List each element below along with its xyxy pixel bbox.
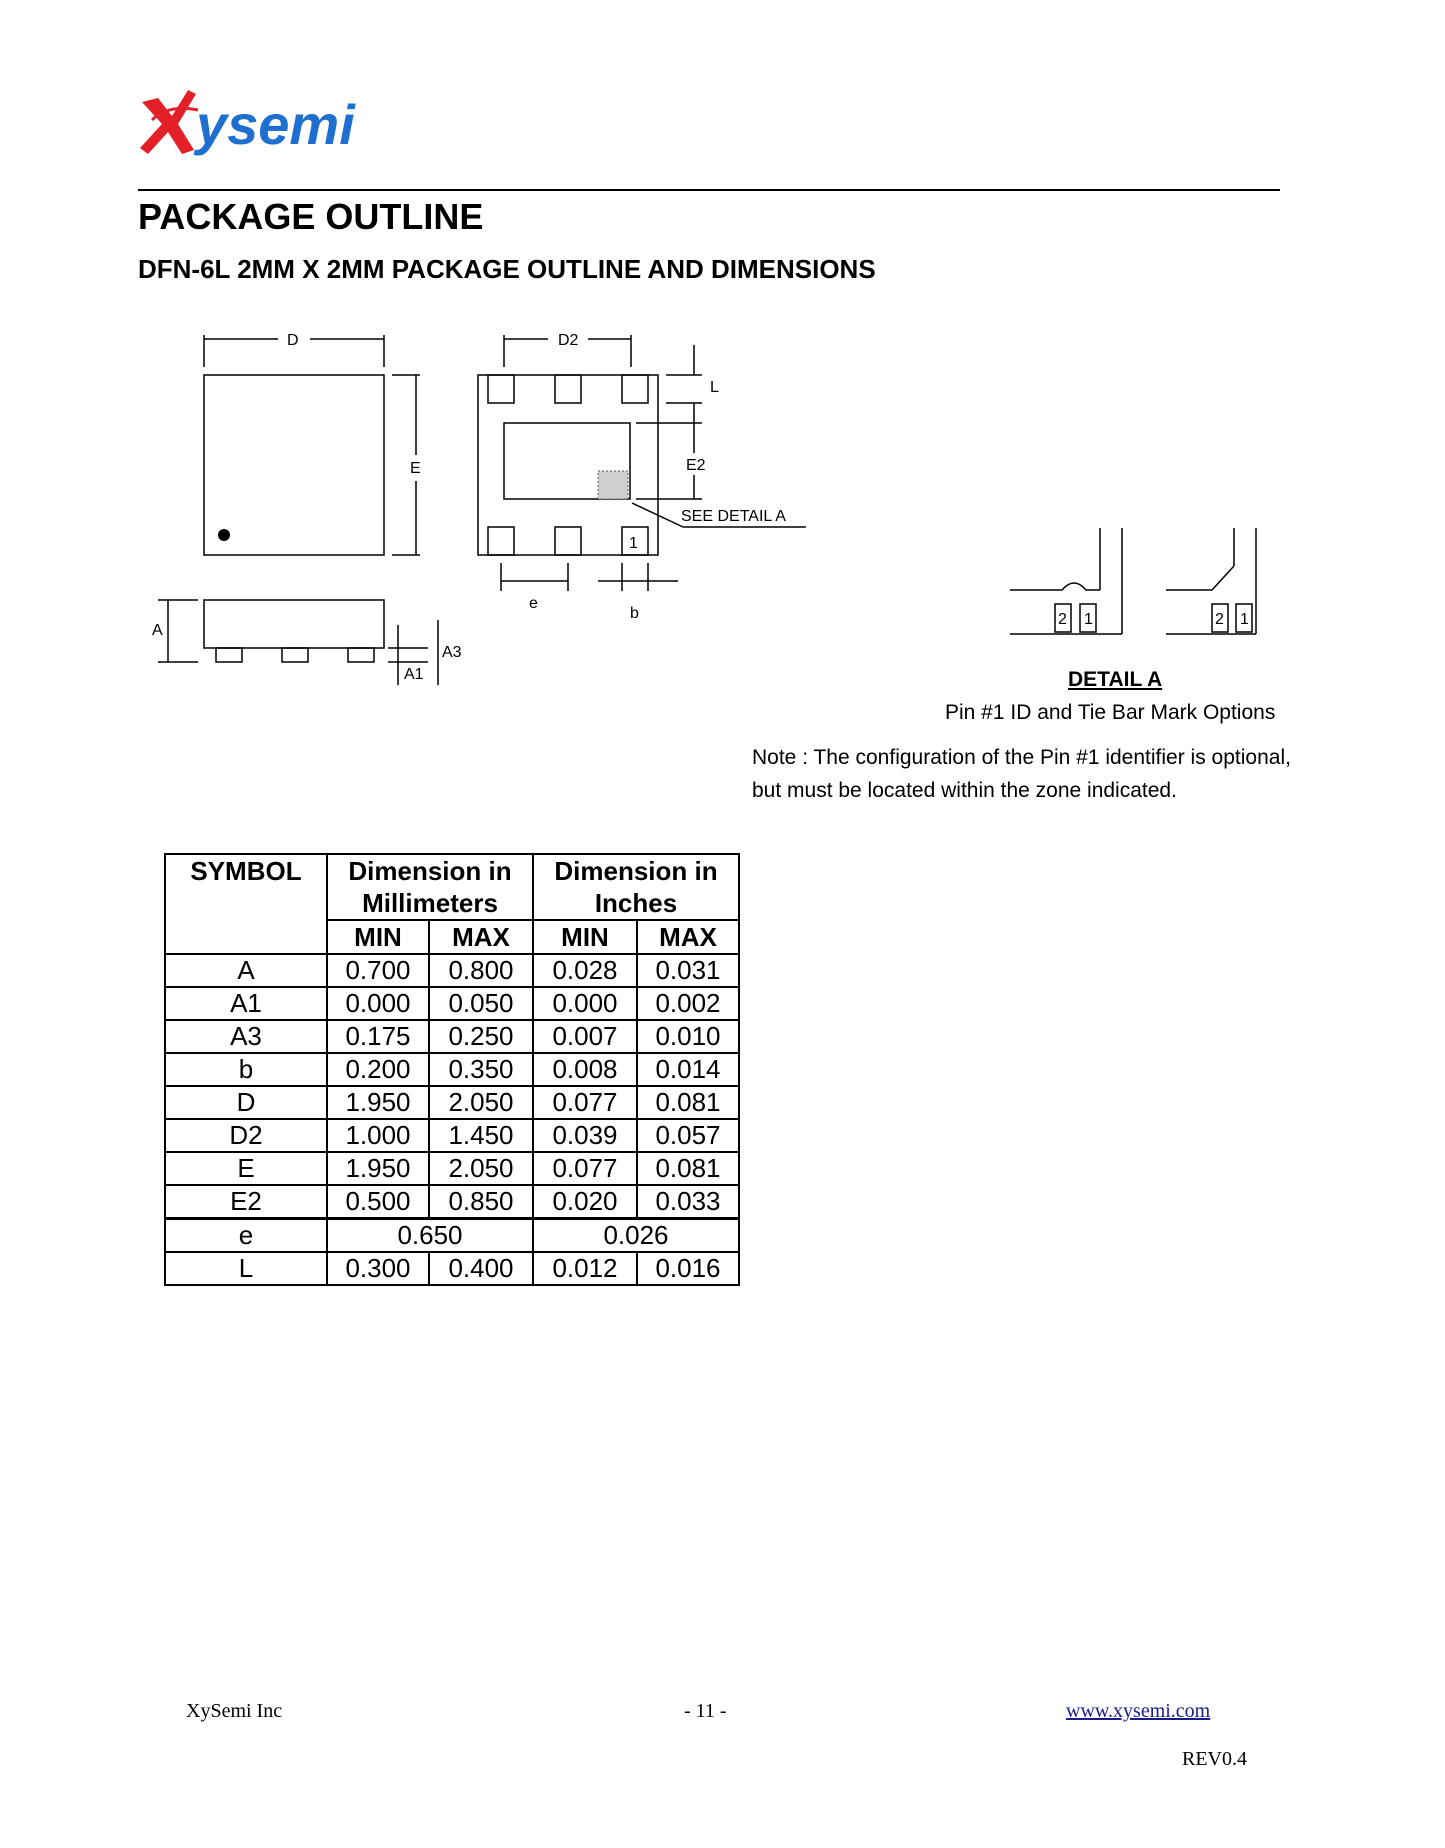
cell-in-min: 0.000	[533, 987, 637, 1020]
cell-mm-max: 0.400	[429, 1252, 533, 1285]
cell-mm-max: 2.050	[429, 1152, 533, 1185]
cell-mm-min: 1.950	[327, 1152, 429, 1185]
cell-in-min: 0.020	[533, 1185, 637, 1219]
header-inches: Dimension in Inches	[533, 854, 739, 920]
cell-in-nominal: 0.026	[533, 1219, 739, 1253]
cell-mm-nominal: 0.650	[327, 1219, 533, 1253]
cell-in-min: 0.012	[533, 1252, 637, 1285]
page-subtitle: DFN-6L 2MM X 2MM PACKAGE OUTLINE AND DIMENSIONS	[138, 254, 876, 284]
dim-label-D: D	[287, 332, 299, 349]
cell-symbol: D	[165, 1086, 327, 1119]
cell-mm-max: 0.050	[429, 987, 533, 1020]
xysemi-logo	[138, 84, 398, 164]
table-row	[165, 1152, 739, 1185]
dim-label-b: b	[630, 605, 639, 622]
cell-mm-min: 1.950	[327, 1086, 429, 1119]
detail-a-drawing	[1000, 520, 1320, 650]
header-rule	[138, 189, 1280, 191]
pin1-label: 1	[629, 535, 638, 552]
cell-in-min: 0.008	[533, 1053, 637, 1086]
cell-mm-min: 0.700	[327, 954, 429, 987]
table-row	[165, 1252, 739, 1285]
cell-symbol: b	[165, 1053, 327, 1086]
table-row	[165, 1219, 739, 1253]
footer-company: XySemi Inc	[186, 1700, 283, 1722]
cell-in-max: 0.057	[637, 1119, 739, 1152]
page-title: PACKAGE OUTLINE	[138, 196, 484, 237]
footer-website-link[interactable]: www.xysemi.com	[1066, 1700, 1211, 1722]
dim-label-A3: A3	[442, 644, 462, 661]
note-line-1: Note : The configuration of the Pin #1 identifier is optional,	[752, 746, 1291, 769]
table-row	[165, 1119, 739, 1152]
cell-in-min: 0.007	[533, 1020, 637, 1053]
cell-in-max: 0.016	[637, 1252, 739, 1285]
dim-label-L: L	[710, 379, 719, 396]
detail-pin2-label-a: 2	[1058, 611, 1067, 628]
detail-pin2-label-b: 2	[1215, 611, 1224, 628]
cell-mm-min: 1.000	[327, 1119, 429, 1152]
dim-label-D2: D2	[558, 332, 579, 349]
cell-symbol: L	[165, 1252, 327, 1285]
cell-mm-min: 0.000	[327, 987, 429, 1020]
cell-mm-max: 0.250	[429, 1020, 533, 1053]
table-header-row	[165, 854, 739, 920]
header-mm-max: MAX	[429, 920, 533, 954]
footer-revision: REV0.4	[1182, 1748, 1247, 1770]
see-detail-label: SEE DETAIL A	[681, 508, 786, 525]
cell-in-max: 0.031	[637, 954, 739, 987]
dim-label-E: E	[410, 460, 421, 477]
header-mm-min: MIN	[327, 920, 429, 954]
cell-in-max: 0.014	[637, 1053, 739, 1086]
cell-mm-max: 0.800	[429, 954, 533, 987]
cell-in-min: 0.077	[533, 1152, 637, 1185]
package-outline-drawing	[138, 305, 838, 705]
dim-label-e: e	[529, 595, 538, 612]
cell-in-min: 0.028	[533, 954, 637, 987]
detail-pin1-label-b: 1	[1240, 611, 1249, 628]
header-millimeters: Dimension in Millimeters	[327, 854, 533, 920]
dim-label-A: A	[152, 622, 163, 639]
detail-pin1-label-a: 1	[1084, 611, 1093, 628]
table-row	[165, 1086, 739, 1119]
cell-symbol: A1	[165, 987, 327, 1020]
cell-symbol: A3	[165, 1020, 327, 1053]
cell-in-min: 0.077	[533, 1086, 637, 1119]
header-in-min: MIN	[533, 920, 637, 954]
header-in-max: MAX	[637, 920, 739, 954]
cell-symbol: e	[165, 1219, 327, 1253]
cell-symbol: E	[165, 1152, 327, 1185]
cell-mm-max: 0.850	[429, 1185, 533, 1219]
cell-symbol: E2	[165, 1185, 327, 1219]
table-row	[165, 1020, 739, 1053]
cell-mm-max: 1.450	[429, 1119, 533, 1152]
cell-in-max: 0.010	[637, 1020, 739, 1053]
table-row	[165, 954, 739, 987]
detail-title: DETAIL A	[1068, 668, 1163, 691]
cell-mm-min: 0.175	[327, 1020, 429, 1053]
footer-page-number: - 11 -	[684, 1700, 727, 1722]
cell-symbol: A	[165, 954, 327, 987]
note-line-2: but must be located within the zone indicated.	[752, 779, 1177, 802]
dim-label-A1: A1	[404, 666, 424, 683]
cell-mm-max: 0.350	[429, 1053, 533, 1086]
table-row	[165, 987, 739, 1020]
cell-in-max: 0.081	[637, 1152, 739, 1185]
cell-symbol: D2	[165, 1119, 327, 1152]
dimension-table	[164, 853, 740, 1286]
cell-in-max: 0.081	[637, 1086, 739, 1119]
cell-mm-max: 2.050	[429, 1086, 533, 1119]
cell-mm-min: 0.200	[327, 1053, 429, 1086]
dim-label-E2: E2	[686, 457, 706, 474]
cell-in-min: 0.039	[533, 1119, 637, 1152]
cell-in-max: 0.002	[637, 987, 739, 1020]
table-row	[165, 1185, 739, 1219]
cell-mm-min: 0.300	[327, 1252, 429, 1285]
detail-subtitle: Pin #1 ID and Tie Bar Mark Options	[945, 701, 1276, 724]
cell-in-max: 0.033	[637, 1185, 739, 1219]
header-symbol: SYMBOL	[165, 854, 327, 954]
svg-text:ysemi: ysemi	[196, 93, 355, 156]
cell-mm-min: 0.500	[327, 1185, 429, 1219]
table-row	[165, 1053, 739, 1086]
